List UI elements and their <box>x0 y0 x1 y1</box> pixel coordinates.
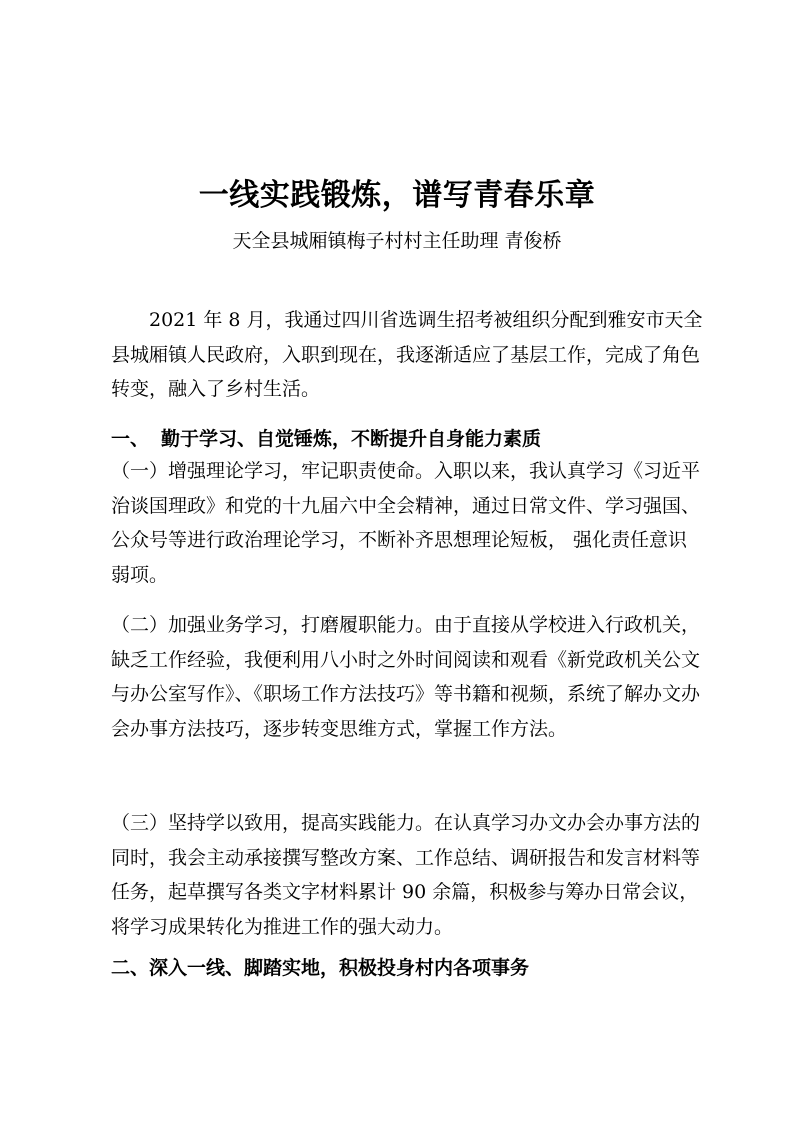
page-title: 一线实践锻炼，谱写青春乐章 <box>198 178 596 213</box>
paragraph-1: （一）增强理论学习，牢记职责使命。入职以来，我认真学习《习近平治谈国理政》和党的十九届六中全会精神，通过日常文件、学习强国、公众号等进行政治理论学习，不断补齐思想理论短板， 强化责任意识弱项。 <box>111 460 701 586</box>
section-heading-1 <box>111 424 711 454</box>
section-heading-2: 二、深入一线、脚踏实地，积极投身村内各项事务 <box>111 957 530 979</box>
section-number-1: 一、 <box>111 428 150 450</box>
intro-paragraph: 2021 年 8 月，我通过四川省选调生招考被组织分配到雅安市天全县城厢镇人民政府，入职到现在，我逐渐适应了基层工作，完成了角色转变，融入了乡村生活。 <box>111 309 703 400</box>
paragraph-2: （二）加强业务学习，打磨履职能力。由于直接从学校进入行政机关，缺乏工作经验，我便利用八小时之外时间阅读和观看《新党政机关公文与办公室写作》、《职场工作方法技巧》等书籍和视频，系统了解办文办会办事方法技巧，逐步转变思维方式，掌握工作方法。 <box>111 614 701 740</box>
author-line: 天全县城厢镇梅子村村主任助理 青俊桥 <box>232 230 562 252</box>
paragraph-3: （三）坚持学以致用，提高实践能力。在认真学习办文办会办事方法的同时，我会主动承接撰写整改方案、工作总结、调研报告和发言材料等任务，起草撰写各类文字材料累计 90 余篇，积极参与筹办日常会议，将学习成果转化为推进工作的强大动力。 <box>111 812 701 938</box>
section-heading-1-text: 勤于学习、自觉锤炼，不断提升自身能力素质 <box>161 428 542 450</box>
